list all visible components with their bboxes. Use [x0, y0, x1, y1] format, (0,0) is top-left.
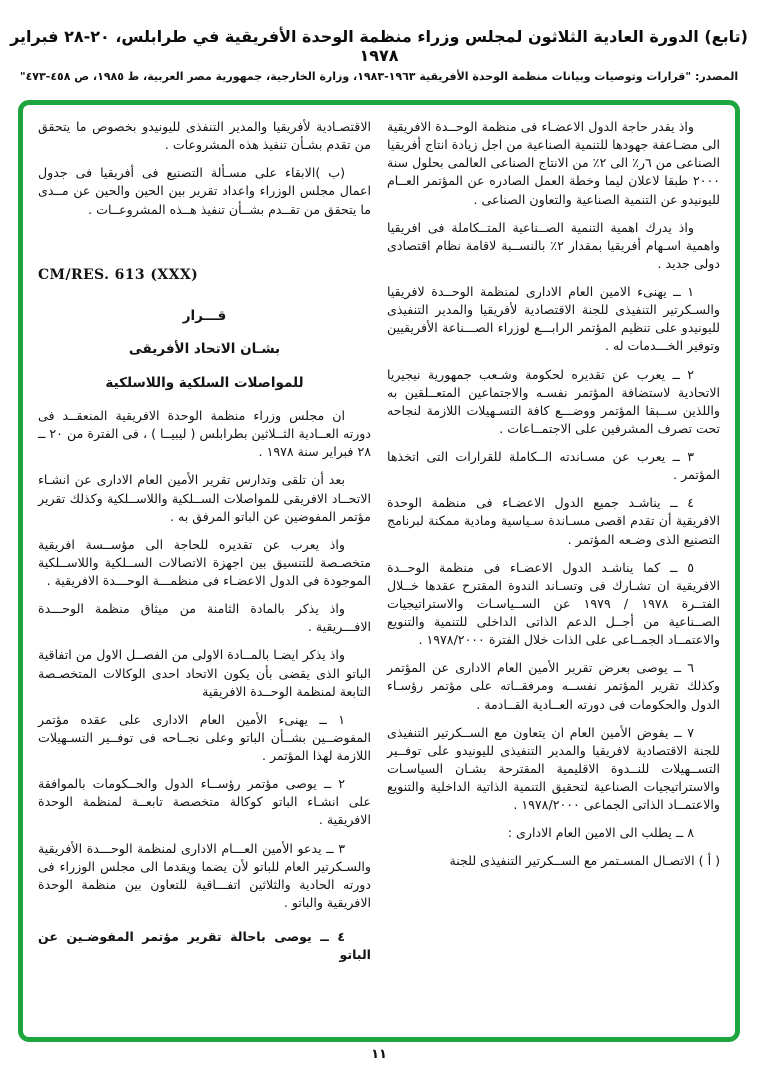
- paragraph: واذ يقدر حاجة الدول الاعضـاء فى منظمة الوحــدة الافريقية الى مضـاعفة جهودها للتنمية الصناعية من اجل زيادة انتاج أفريقيا الصناعى من ٦ر٪ الى ٢٪ من الانتاج الصناعى العالمى بحلول سنة ٢٠٠٠ طبقا لاعلان ليما وخطة العمل الصادره عن المؤتمر العــام لليونيدو عن التنمية الصناعية والتعاون الصناعى .: [387, 119, 721, 207]
- section-heading: قـــرار: [182, 307, 227, 324]
- paragraph: واذ يدرك اهمية التنمية الصــناعية المتــكاملة فى افريقيا واهمية اسـهام أفريقيا بمقدار ٢٪ بالنســبة لاقامة نظام اقتصادى دولى جديد .: [387, 219, 720, 271]
- paragraph: ٤ ــ يناشـد جميع الدول الاعضـاء فى منظمة الوحدة الافريقية أن تقدم اقصى مسـاندة سـياسية ومادية ممكنة لبرنامج التصنيع الذى وضـعه المؤتمر .: [387, 495, 720, 547]
- paragraph: ١ ــ يهنىء الامين العام الادارى لمنظمة الوحــدة لافريقيا والسـكرتير التنفيذى للجنة الاقتصادية لأفريقيا والمدير التنفيذى لليونيدو على تنظيم المؤتمر الرابـــع لوزراء الصـــناعة الأفريقيين وتوفير الخـــدمات له .: [387, 284, 720, 354]
- section-heading: بشـان الاتحاد الأفريقى: [128, 341, 281, 358]
- paragraph: ٥ ــ كما يناشـد الدول الاعضـاء فى منظمة الوحــدة الافريقية ان تشـارك فى وتسـاند الندوة المقترح عقدها خــلال الفتــرة ١٩٧٨ / ١٩٧٩ عن الســياسـات والاستراتيجيات الصــناعية من أجــل الدعم الذاتى الداخلى للتنمية والتنويع والاعتمــاد الجمــاعى على الذات خلال الفترة ١٩٧٨/٢٠٠٠ .: [387, 559, 721, 648]
- section-heading: للمواصلات السلكية واللاسلكية: [105, 374, 304, 391]
- paragraph: ٢ ــ يعرب عن تقديره لحكومة وشـعب جمهورية نيجيريا الاتحادية لاستضافة المؤتمر نفسـه والاجتماعين المتعــلقين به واللذين ســبقا المؤتمر ووضـــع كافة التسـهيلات اللازمة لنجاحه تحت تصرف المشرفين على الاجتمــاعات .: [387, 366, 720, 436]
- paragraph: ان مجلس وزراء منظمة الوحدة الافريقية المنعقــد فى دورته العــادية الثــلاثين بطرابلس ( ليبيــا ) ، فى الفترة من ٢٠ ــ ٢٨ فبراير سنة ١٩٧٨ .: [38, 408, 371, 460]
- paragraph: ١ ــ يهنىء الأمين العام الادارى على عقده مؤتمر المفوضــين بشــأن الباتو وعلى نجــاحه فى توفــير التسـهيلات اللازمة لهذا المؤتمر .: [38, 711, 371, 764]
- paragraph: الاقتصـادية لأفريقيا والمدير التنفذى لليونيدو بخصوص ما يتحقق من تقدم بشـأن تنفيذ هذه المشروعات .: [38, 119, 371, 153]
- session-title: (تابع) الدورة العادية الثلاثون لمجلس وزراء منظمة الوحدة الأفريقية في طرابلس، ٢٠-٢٨ فبراير ١٩٧٨: [10, 27, 748, 65]
- two-column-text: [38, 118, 720, 1027]
- paragraph: (ب )الابقاء على مسـألة التصنيع فى أفريقيا فى جدول اعمال مجلس الوزراء واعداد تقرير بين الحين والحين عن مــدى ما يتحقق من تقــدم بشــأن تنفيذ هــذه المشروعــات .: [38, 165, 371, 217]
- paragraph: ٣ ــ يعرب عن مسـاندته الــكاملة للقرارات التى اتخذها المؤتمر .: [387, 449, 720, 483]
- paragraph: ٢ ــ يوصى مؤتمر رؤســاء الدول والحــكومات بالموافقة على انشـاء الباتو كوكالة متخصصة تابعــة لمنظمة الوحدة الافريقية .: [38, 776, 371, 828]
- paragraph: ٧ ــ يفوض الأمين العام ان يتعاون مع الســكرتير التنفيذى للجنة الاقتصادية لافريقيا والمدير التنفيذى لليونيدو على توفــير التســهيلات للنــدوة الاقليمية المقترحة بشـان السياسـات والاستراتيجيات الصناعية لتحقيق التنمية الذاتية الداخلية والتنويع والاعتمــاد الذاتى الجماعى ١٩٧٨/٢٠٠٠ .: [387, 724, 720, 813]
- green-border-frame: [18, 100, 740, 1042]
- page-header: [0, 0, 758, 83]
- page-number: ١١: [371, 1047, 387, 1062]
- paragraph: واذ يعرب عن تقديره للحاجة الى مؤســسة افريقية متخصـصة للتنسيق بين اجهزة الاتصالات الســلكية واللاســلكية الموجودة فى الدول الاعضـاء فى منظمـــة الوحـــدة الافريقية .: [38, 536, 371, 589]
- resolution-number: CM/RES. 613 (XXX): [38, 266, 199, 283]
- paragraph: بعد أن تلقى وتدارس تقرير الأمين العام الادارى عن انشـاء الاتحــاد الافريقى للمواصلات الســلكية واللاســلكية وكذلك تقرير مؤتمر المفوضين عن الباتو المرفق به .: [38, 472, 371, 524]
- paragraph: ٣ ــ يدعو الأمين العـــام الادارى لمنظمة الوحـــدة الأفريقية والسـكرتير العام للباتو لأن يضما ويقدما الى مجلس الوزراء فى دورته الحادية والثلاثين اتفـــاقية للتعاون بين منظمة الوحدة الافريقية والباتو .: [38, 840, 371, 910]
- paragraph: واذ يذكر ايضـا بالمــادة الاولى من الفصــل الاول من اتفاقية الباتو الذى يقضى بأن يكون الاتحاد احدى الوكالات المتخصـصة التابعة لمنظمة الوحــدة الافريقية: [38, 647, 371, 699]
- paragraph: ٦ ــ يوصى بعرض تقرير الأمين العام الادارى عن المؤتمر وكذلك تقرير المؤتمر نفســه ومرفقــاته على مؤتمر رؤسـاء الدول والحكومات فى دورته العــادية القــادمة .: [387, 660, 720, 712]
- paragraph: ٨ ــ يطلب الى الامين العام الادارى :: [507, 825, 694, 841]
- source-citation: المصدر: "قرارات وتوصيات وبيانات منظمة الوحدة الأفريقية ١٩٦٣-١٩٨٣، وزارة الخارجية، جمهورية مصر العربية، ط ١٩٨٥، ص ٤٥٨-٤٧٣": [19, 70, 739, 83]
- paragraph-bold: ٤ ــ يوصى باحالة تقرير مؤتمر المفوضـين عن الباتو: [38, 929, 371, 963]
- paragraph: ( أ ) الاتصـال المسـتمر مع الســكرتير التنفيذى للجنة: [449, 853, 720, 869]
- right-text-column: [387, 118, 720, 1027]
- left-text-column: [38, 118, 371, 1027]
- paragraph: واذ يذكر بالمادة الثامنة من ميثاق منظمة الوحـــدة الافـــريقية .: [38, 601, 371, 635]
